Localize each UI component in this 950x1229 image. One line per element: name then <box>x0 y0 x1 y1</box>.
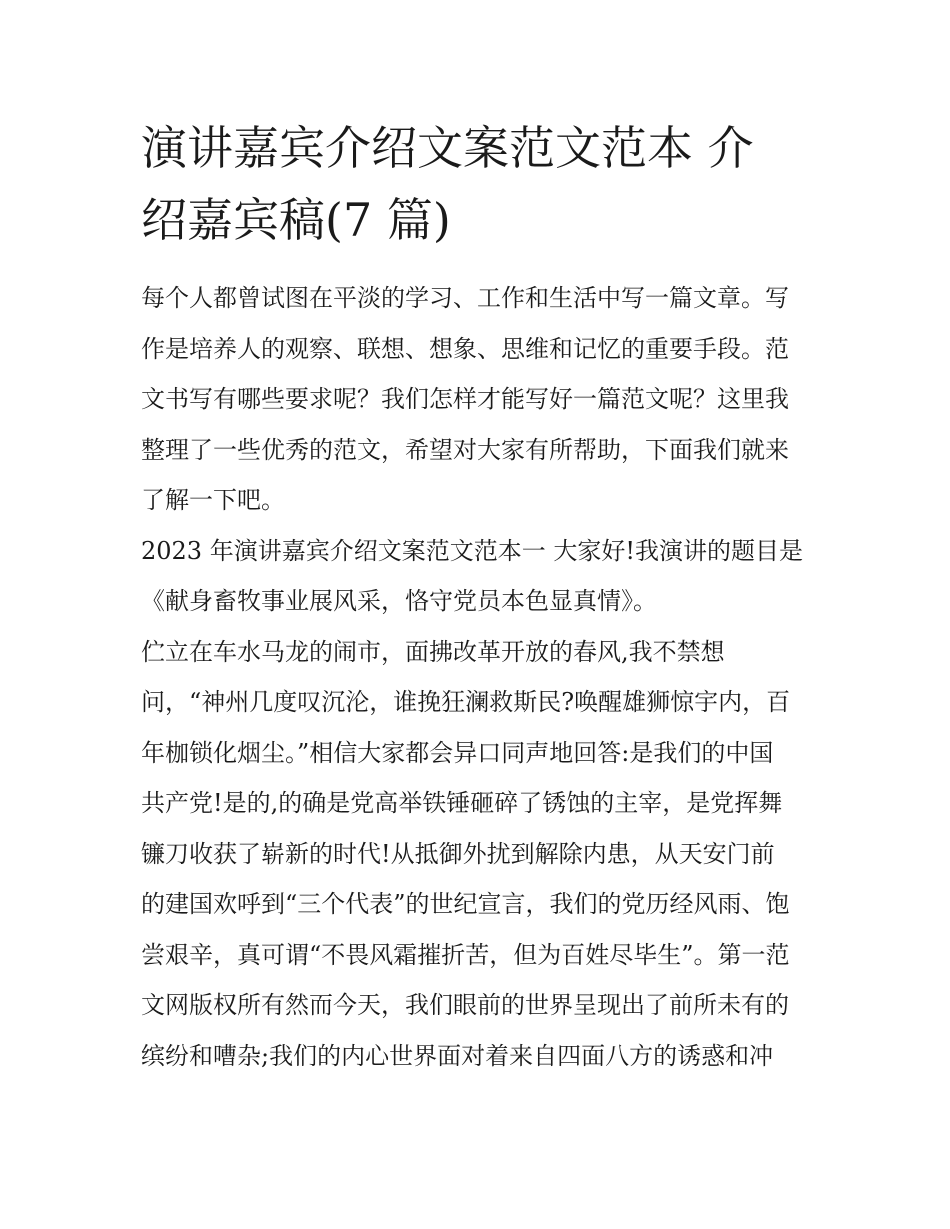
text-line: 文书写有哪些要求呢？我们怎样才能写好一篇范文呢？这里我 <box>141 385 789 413</box>
text-line: 共产党!是的,的确是党高举铁锤砸碎了锈蚀的主宰，是党挥舞 <box>141 789 783 817</box>
text-line: 了解一下吧。 <box>141 486 285 514</box>
text-line: 问，“神州几度叹沉沦，谁挽狂澜救斯民?唤醒雄狮惊宇内，百 <box>141 688 791 716</box>
text-line: 文网版权所有然而今天，我们眼前的世界呈现出了前所未有的 <box>141 991 789 1019</box>
text-line: 每个人都曾试图在平淡的学习、工作和生活中写一篇文章。写 <box>141 284 789 312</box>
text-line: 镰刀收获了崭新的时代!从抵御外扰到解除内患，从天安门前 <box>141 839 775 868</box>
section-one-paragraph <box>141 526 813 627</box>
title-line: 绍嘉宾稿(7 篇) <box>141 193 451 247</box>
text-line: 伫立在车水马龙的闹市，面拂改革开放的春风,我不禁想 <box>141 637 725 666</box>
text-line: 整理了一些优秀的范文，希望对大家有所帮助，下面我们就来 <box>141 435 789 464</box>
text-line: 《献身畜牧事业展风采，恪守党员本色显真情》。 <box>141 587 657 615</box>
document-title <box>141 112 813 256</box>
intro-paragraph <box>141 273 813 526</box>
text-line: 缤纷和嘈杂;我们的内心世界面对着来自四面八方的诱惑和冲 <box>141 1041 774 1070</box>
text-line: 年枷锁化烟尘。”相信大家都会异口同声地回答:是我们的中国 <box>141 738 774 767</box>
text-line: 的建国欢呼到“三个代表”的世纪宣言，我们的党历经风雨、饱 <box>141 890 790 918</box>
body-paragraph <box>141 627 813 1082</box>
text-line: 作是培养人的观察、联想、想象、思维和记忆的重要手段。范 <box>141 334 789 363</box>
document-page <box>141 112 813 1081</box>
text-line: 2023 年演讲嘉宾介绍文案范文范本一 大家好!我演讲的题目是 <box>141 536 803 565</box>
text-line: 尝艰辛，真可谓“不畏风霜摧折苦，但为百姓尽毕生”。第一范 <box>141 940 790 969</box>
title-line: 演讲嘉宾介绍文案范文范本 介 <box>141 121 754 175</box>
